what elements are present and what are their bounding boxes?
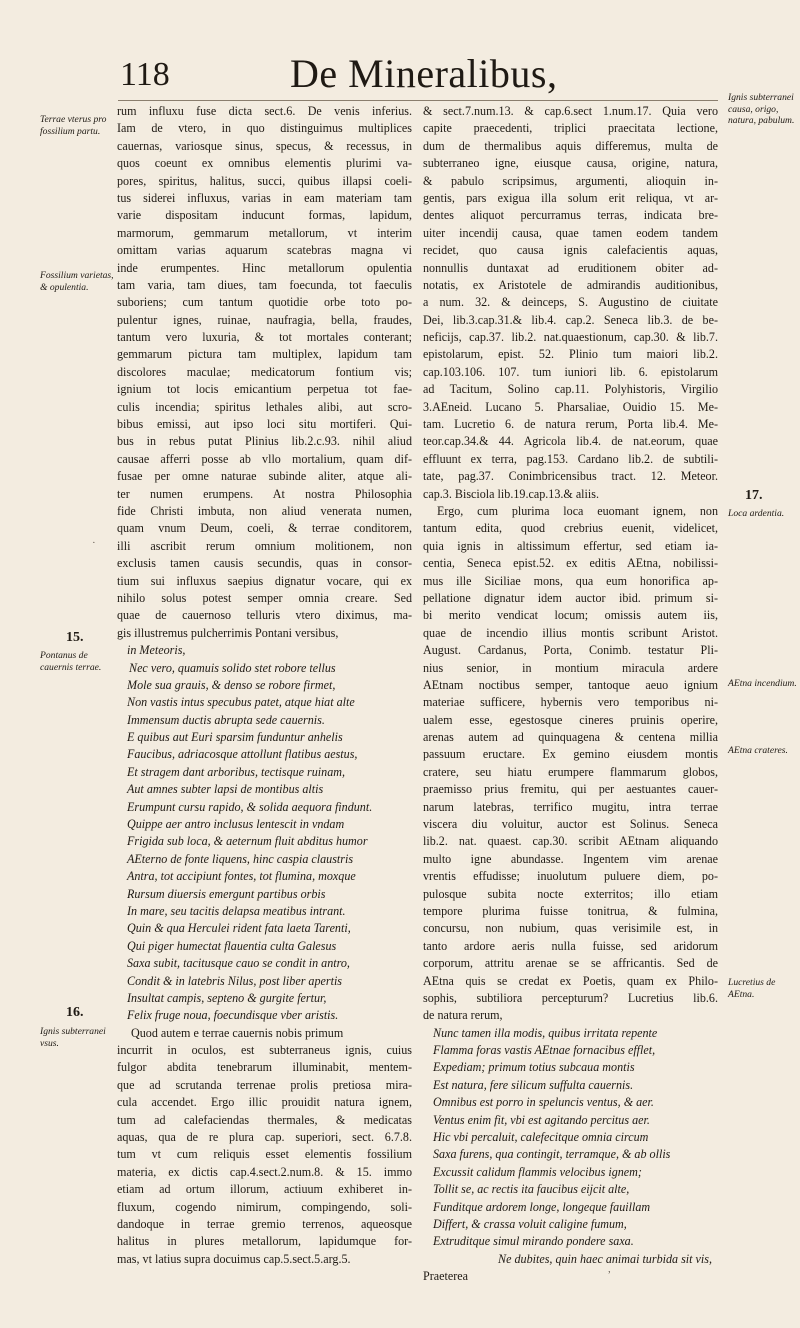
left-column-line: gis illustremus pulcherrimis Pontani versibus, bbox=[117, 625, 339, 640]
left-column-line: Mole sua grauis, & denso se robore firmet, bbox=[127, 677, 336, 692]
right-column-line: nius senior, in montium miracula ardere bbox=[423, 660, 718, 675]
left-column-line: Insultat campis, septeno & gurgite fertur, bbox=[127, 990, 327, 1005]
right-column-line: materiae sufficere, hybernis vero temporibus ni- bbox=[423, 695, 718, 710]
left-column-line: marmorum, gemmarum metallorum, vt interim bbox=[117, 225, 412, 240]
left-column-line: culis incendia; spiritus lethales alibi, aut scro- bbox=[117, 399, 412, 414]
right-column-line: gentis, pars exigua illa solum erit reliqua, vt ar- bbox=[423, 190, 718, 205]
left-column-line: fulgor abdita tenebrarum illuminabit, mentem- bbox=[117, 1060, 412, 1075]
margin-note-pontanus: Pontanus de cauernis terrae. bbox=[40, 650, 102, 673]
margin-note-lucretius: Lucretius de AEtna. bbox=[728, 977, 776, 1000]
left-column-line: tam varia, tam diues, tam foecunda, tot faeculis bbox=[117, 277, 412, 292]
left-column-line: varie dispositam inducunt formas, lapidum, bbox=[117, 208, 412, 223]
right-column-line: cap.103.106. 107. tum iuniori lib. 6. epistolarum bbox=[423, 364, 718, 379]
left-column-line: in Meteoris, bbox=[127, 643, 186, 658]
left-column-line: In mare, seu tacitis delapsa meatibus intrant. bbox=[127, 903, 346, 918]
right-column-line: Extruditque simul mirando pondere saxa. bbox=[433, 1234, 634, 1249]
right-column-line: & sect.7.num.13. & cap.6.sect 1.num.17. Quia vero bbox=[423, 104, 718, 118]
left-column-line: Non vastis intus specubus patet, atque hiat alte bbox=[127, 695, 355, 710]
right-column-line: Est natura, fere silicum suffulta cauernis. bbox=[433, 1077, 634, 1092]
left-column-line: tus siderei influxus, varias in eam materiam tam bbox=[117, 190, 412, 205]
left-column-line: tantum vero luxuria, & tot mortales conterant; bbox=[117, 330, 412, 345]
right-column-line: neficijs, cap.37. lib.2. nat.quaestionum, cap.30. & lib.7. bbox=[423, 330, 718, 345]
left-column-line: Quod autem e terrae cauernis nobis primum bbox=[131, 1025, 344, 1040]
section-number-15: 15. bbox=[66, 630, 84, 645]
right-column-line: bi merito vendicat locum; omissis autem iis, bbox=[423, 608, 718, 623]
margin-note-ignis-vsus: Ignis subterranei vsus. bbox=[40, 1026, 106, 1049]
page-ink-mark: , bbox=[608, 1263, 611, 1275]
left-column-line: illi ascribit rerum omnium molitionem, non bbox=[117, 538, 412, 553]
right-column-line: cratere, seu hiatu erumpere flammarum globos, bbox=[423, 764, 718, 779]
right-column-line: corporum, attritu arenae se se affricantis. Sed de bbox=[423, 956, 718, 971]
right-column-line: Ventus enim fit, vbi est agitando percitus aer. bbox=[433, 1112, 650, 1127]
right-column-line: quia ignis in altissimum effertur, sed etiam ia- bbox=[423, 538, 718, 553]
right-column-line: tam. Lucretio 6. de natura rerum, Porta lib.4. Me- bbox=[423, 417, 718, 432]
right-column-line: pulosque subita nocte exterritos; illo etiam bbox=[423, 886, 718, 901]
left-column-line: causae afferri posse ab vllo mortalium, quam dif- bbox=[117, 451, 412, 466]
right-column-line: praemisso prius fremitu, qui per aestuantes cauer- bbox=[423, 782, 718, 797]
running-title: De Mineralibus, bbox=[290, 51, 558, 96]
left-column-line: inde erumpentes. Hinc metallorum opulentia bbox=[117, 260, 412, 275]
right-column-line: August. Cardanus, Porta, Conimb. testatur Pli- bbox=[423, 643, 718, 658]
page-header bbox=[120, 50, 720, 96]
left-column-line: materia, ex dictis cap.4.sect.2.num.8. & 15. immo bbox=[117, 1164, 412, 1179]
right-column-line: centia, Seneca epist.52. ex editis AEtna, nobilissi- bbox=[423, 556, 718, 571]
left-column-line: quos coeunt ex omnibus elementis plurimi va- bbox=[117, 156, 412, 171]
right-column-line: Differt, & crassa voluit caligine fumum, bbox=[433, 1217, 627, 1231]
right-column-line: notatis, ex Aristotele de admirandis auditionibus, bbox=[423, 277, 718, 292]
left-column-line: fide Christi imbuta, non aliud venerata numen, bbox=[117, 503, 412, 518]
right-column-line: Expediam; primum totius subcaua montis bbox=[433, 1060, 635, 1075]
left-column-line: pulentur ignes, ruinae, naufragia, bella, fraudes, bbox=[117, 312, 412, 327]
right-column-line: viscera diu voluitur, auctor est Solinus. Seneca bbox=[423, 817, 718, 832]
left-column-line: tum ad calefaciendas thermales, & medicatas bbox=[117, 1112, 412, 1127]
left-column-line: dandoque in terrae gremio terrenos, aqueosque bbox=[117, 1217, 412, 1231]
right-column-line: Hic vbi percaluit, calefecitque omnia circum bbox=[433, 1130, 649, 1145]
right-column-line: narum latebras, terrifico mugitu, intra terrae bbox=[423, 799, 718, 814]
header-rule bbox=[118, 100, 718, 101]
right-column-line: effluunt ex terra, pag.153. Cardano lib.2. de subtili- bbox=[423, 451, 718, 466]
left-column-line: que ad scrutanda terrenae prolis pretiosa mira- bbox=[117, 1077, 412, 1092]
left-column-line: ter numen erumpens. At nostra Philosophia bbox=[117, 486, 412, 501]
right-column-line: vrentis effudisse; inuolutum puluere diem, po- bbox=[423, 869, 718, 884]
margin-note-aetna-crateres: AEtna crateres. bbox=[728, 745, 788, 756]
left-column-line: halitus in plures metallorum, lapidumque for- bbox=[117, 1234, 412, 1249]
right-text-column bbox=[423, 103, 718, 1286]
left-column-line: Iam de vtero, in quo distinguimus multiplices bbox=[117, 121, 412, 136]
right-column-line: Funditque ardorem longe, longeque fauillam bbox=[433, 1199, 651, 1214]
section-number-17: 17. bbox=[745, 488, 763, 503]
left-column-line: Felix fruge noua, foecundisque vber aristis. bbox=[127, 1008, 339, 1023]
right-column-line: Ergo, cum plurima loca euomant ignem, non bbox=[437, 503, 718, 518]
left-column-line: mas, vt latius supra docuimus cap.5.sect.5.arg.5. bbox=[117, 1251, 351, 1266]
section-number-16: 16. bbox=[66, 1005, 84, 1020]
left-text-column bbox=[117, 103, 412, 1268]
left-column-line: fusae per omne naturae subinde aliter, atque ali- bbox=[117, 469, 412, 484]
left-column-line: aquas, qua de re plura cap. superiori, sect. 6.7.8. bbox=[117, 1130, 412, 1145]
left-column-line: AEterno de fonte liquens, hinc caspia claustris bbox=[127, 851, 354, 866]
left-column-line: Quippe aer antro inclusus lentescit in vndam bbox=[127, 817, 345, 832]
left-column-line: suboriens; cum tantum quotidie orbe toto po- bbox=[117, 295, 412, 310]
page-smudge-mark: · bbox=[92, 537, 96, 549]
right-column-line: Flamma foras vastis AEtnae fornacibus efflet, bbox=[433, 1043, 656, 1058]
left-column-line: Frigida sub loca, & aeternum fluit abditus humor bbox=[127, 834, 368, 849]
right-column-line: epistolarum, epist. 52. Plinio tum maiori lib.2. bbox=[423, 347, 718, 362]
left-column-line: Et stragem dant arboribus, tectisque ruinam, bbox=[127, 764, 346, 779]
right-column-line: AEtna quis se credat ex Poetis, quam ex Philo- bbox=[423, 973, 718, 988]
left-column-line: cula accendet. Ergo illic prouidit natura ignem, bbox=[117, 1095, 412, 1110]
right-column-line: nonnullis duntaxat ad eruditionem obiter ad- bbox=[423, 260, 718, 275]
left-column-line: nihilo solus potest semper omnia creare. Sed bbox=[117, 590, 412, 605]
right-column-line: multo igne abundasse. Ingentem vim arenae bbox=[423, 851, 718, 866]
right-column-line: tantum edita, quod crebrius euenit, videlicet, bbox=[423, 521, 718, 536]
left-column-line: Antra, tot accipiunt fontes, tot flumina, moxque bbox=[127, 869, 356, 884]
left-column-line: Erumpunt cursu rapido, & solida aequora findunt. bbox=[127, 799, 373, 814]
left-column-line: Immensum ductis abrupta sede cauernis. bbox=[127, 712, 325, 727]
right-column-line: & pabulo scripsimus, argumenti, alioquin in- bbox=[423, 173, 718, 188]
right-column-line: lib.2. nat. quaest. cap.30. scribit AEtnam aliquando bbox=[423, 834, 718, 849]
right-column-line: Excussit calidum flammis velocibus ignem; bbox=[433, 1164, 642, 1179]
left-column-line: etiam ad ortum illorum, actiuum exhiberet in- bbox=[117, 1182, 412, 1197]
left-column-line: Condit & in latebris Nilus, post liber apertis bbox=[127, 973, 343, 988]
right-column-line: teor.cap.34.& 44. Agricola lib.4. de nat.eorum, quae bbox=[423, 434, 718, 449]
left-column-line: pores, spiritus, halitus, succi, quibus illapsi coeli- bbox=[117, 173, 412, 188]
right-column-line: sophis, subtiliora percepturum? Lucretius lib.6. bbox=[423, 990, 718, 1005]
right-column-line: pellatione dignatur idem auctor ibid. primum si- bbox=[423, 590, 718, 605]
right-column-line: arenas autem ad quinquagena & centena millia bbox=[423, 730, 718, 745]
page-number: 118 bbox=[120, 56, 170, 93]
right-column-line: passuum eructare. Ex gemino eiusdem montis bbox=[423, 747, 718, 762]
right-column-line: concursu, non nubium, quas verisimile est, in bbox=[423, 921, 718, 936]
left-column-line: quam vnum Deum, coeli, & terrae conditorem, bbox=[117, 521, 412, 536]
right-column-line: 3.AEneid. Lucano 5. Pharsaliae, Ouidio 15. Me- bbox=[423, 399, 718, 414]
right-column-line: ad Tacitum, Solino cap.11. Polyhistoris, Virgilio bbox=[423, 382, 718, 397]
right-column-line: quae de incendio illius montis scribunt Aristot. bbox=[423, 625, 718, 640]
left-column-line: cauernas, variosque sinus, specus, & recessus, in bbox=[117, 138, 412, 153]
margin-note-ignis-causa: Ignis subterranei causa, origo, natura, pabulum. bbox=[728, 92, 795, 126]
right-column-line: tanto ardore aeris nulla fuisse, sed aridorum bbox=[423, 938, 718, 953]
right-column-line: a num. 32. & deinceps, S. Augustino de ciuitate bbox=[423, 295, 718, 310]
left-column-line: E quibus aut Euri sparsim funduntur anhelis bbox=[127, 730, 343, 745]
right-column-line: mus ille Siciliae mons, qua eum honorifica ap- bbox=[423, 573, 718, 588]
right-column-line: Tollit se, ac rectis ita faucibus eijcit alte, bbox=[433, 1182, 630, 1197]
margin-note-aetna-incendium: AEtna incendium. bbox=[728, 678, 797, 689]
right-column-line: Saxa furens, qua contingit, terramque, & ab ollis bbox=[433, 1147, 671, 1162]
margin-note-fossilium-varietas: Fossilium varietas, & opulentia. bbox=[40, 270, 114, 293]
left-column-line: Nec vero, quamuis solido stet robore tellus bbox=[129, 660, 336, 675]
left-column-line: omittam varias aquarum scatebras magna vi bbox=[117, 243, 412, 258]
left-column-line: tium sui influxus saepius dignatur vocare, qui ex bbox=[117, 573, 412, 588]
left-column-line: fluxum, cogendo nimirum, compingendo, soli- bbox=[117, 1199, 412, 1214]
margin-note-terrae-vterus: Terrae vterus pro fossilium partu. bbox=[40, 114, 107, 137]
left-column-line: Quin & qua Herculei rident fata laeta Tarenti, bbox=[127, 921, 351, 936]
right-column-line: capite praecedenti, triplici praecitata lectione, bbox=[423, 121, 718, 136]
margin-note-loca-ardentia: Loca ardentia. bbox=[728, 508, 785, 519]
right-column-line: de natura rerum, bbox=[423, 1008, 503, 1023]
right-column-line: dentes aliquot percurramus terras, indicata bre- bbox=[423, 208, 718, 223]
left-column-line: Rursum diuersis emergunt partibus orbis bbox=[127, 886, 326, 901]
right-column-line: recidet, quo causa ignis calefacientis aquas, bbox=[423, 243, 718, 258]
left-column-line: bus in rebus putat Plinius lib.2.c.93. nihil aliud bbox=[117, 434, 412, 449]
right-column-line: tempore plurima fuisse tonitrua, & fulmina, bbox=[423, 903, 718, 918]
left-column-line: exclusis tamen causis secundis, quas in consor- bbox=[117, 556, 412, 571]
right-column-line: Nunc tamen illa modis, quibus irritata repente bbox=[433, 1025, 658, 1040]
right-column-line: Praeterea bbox=[423, 1269, 468, 1284]
left-column-line: bibus emissi, aut ipso loci situ mortiferi. Qui- bbox=[117, 417, 412, 432]
right-column-line: tate, pag.37. Conimbricensibus tract. 12. Meteor. bbox=[423, 469, 718, 484]
left-column-line: tum vt cum reliquis esset elementis fossilium bbox=[117, 1147, 412, 1162]
right-column-line: dum de thermalibus aquis differemus, multa de bbox=[423, 138, 718, 153]
right-column-line: ualem esse, egestosque cineres pruinis operire, bbox=[423, 712, 718, 727]
right-column-line: AEtnam noctibus semper, tantoque aeuo ignium bbox=[423, 677, 718, 692]
right-column-line: Dei, lib.3.cap.31.& lib.4. cap.2. Seneca lib.3. de be- bbox=[423, 312, 718, 327]
left-column-line: incurrit in oculos, est subterraneus ignis, cuius bbox=[117, 1043, 412, 1058]
left-column-line: rum influxu fuse dicta sect.6. De venis inferius. bbox=[117, 104, 412, 118]
right-column-line: subterraneo igne, eiusque causa, origine, natura, bbox=[423, 156, 718, 171]
left-column-line: discolores maculae; medicatorum fontium vis; bbox=[117, 364, 412, 379]
left-column-line: quae de cauernoso telluris vtero diximus, ma- bbox=[117, 608, 412, 623]
left-column-line: gemmarum pictura tam multiplex, lapidum tam bbox=[117, 347, 412, 362]
left-column-line: Saxa subit, tacitusque cauo se condit in antro, bbox=[127, 956, 350, 971]
left-column-line: Faucibus, adriacosque attollunt flatibus aestus, bbox=[127, 747, 358, 762]
right-column-line: uiter incendij causa, quae tamen eodem tandem bbox=[423, 225, 718, 240]
right-column-line: cap.3. Bisciola lib.19.cap.13.& aliis. bbox=[423, 486, 599, 501]
right-column-line: Omnibus est porro in speluncis ventus, & aer. bbox=[433, 1095, 654, 1110]
left-column-line: ignium tot locis emicantium perpetua tot fae- bbox=[117, 382, 412, 397]
left-column-line: Qui piger humectat flauentia culta Galesus bbox=[127, 938, 337, 953]
left-column-line: Aut amnes subter lapsi de montibus altis bbox=[127, 782, 324, 797]
right-column-line: Ne dubites, quin haec animai turbida sit vis, bbox=[498, 1251, 712, 1266]
